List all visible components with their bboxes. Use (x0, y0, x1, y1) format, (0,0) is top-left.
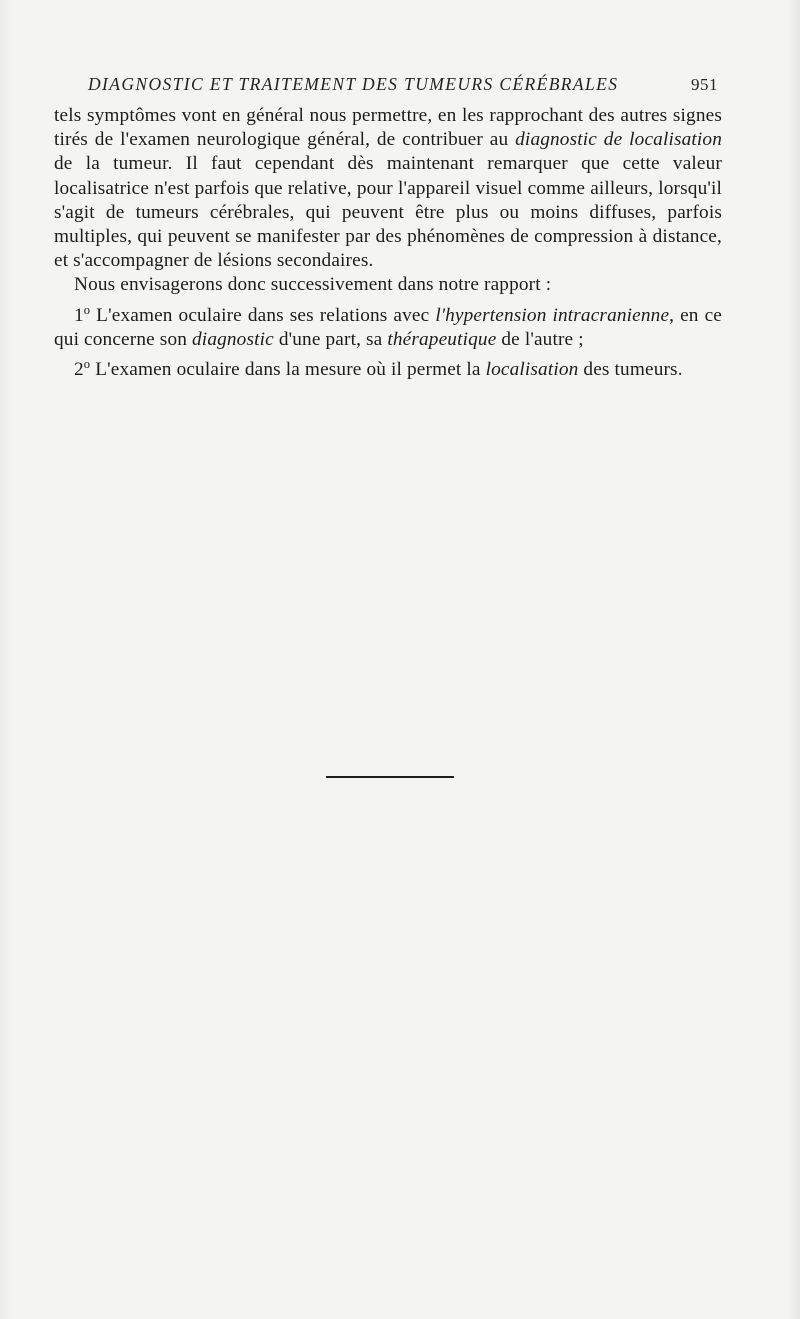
paragraph-text: tels symptômes vont en général nous permettre, en les rapprochant des autres signes tirés de l'examen neurologique général, de contribuer au (54, 105, 722, 151)
item-ordinal: o (83, 302, 91, 317)
paragraph-text: de la tumeur. Il faut cependant dès maintenant remarquer que cette valeur localisatrice n'est parfois que relative, pour l'appareil visuel comme ailleurs, lorsqu'il s'agit de tumeurs cérébrales, qui peuvent être plus ou moins diffuses, parfois multiples, qui peuvent se manifester par des phénomènes de compression à distance, et s'accompagner de lésions secondaires. (54, 153, 722, 272)
item-text: des tumeurs. (578, 358, 683, 380)
item-text: d'une part, sa (273, 328, 388, 350)
item-text: L'examen oculaire dans ses relations avec (90, 304, 436, 326)
item-text: de l'autre ; (496, 328, 584, 350)
item-ordinal: o (83, 356, 91, 371)
emphasis-diagnostic-localisation: diagnostic de localisation (515, 129, 722, 151)
list-item-1 (54, 298, 722, 352)
paragraph-plan: Nous envisagerons donc successivement dans notre rapport : (74, 274, 552, 296)
emphasis-therapeutique: thérapeutique (387, 328, 497, 350)
emphasis-diagnostic: diagnostic (192, 328, 274, 350)
section-end-rule (326, 776, 454, 778)
list-item-2 (54, 352, 722, 382)
body-text (54, 104, 722, 382)
item-text: L'examen oculaire dans la mesure où il permet la (90, 358, 486, 380)
item-number: 2 (74, 358, 84, 380)
emphasis-hypertension: l'hypertension intracranienne (435, 304, 670, 326)
item-text: , en ce qui concerne son (54, 304, 722, 350)
emphasis-localisation: localisation (485, 358, 579, 380)
running-head (88, 74, 718, 95)
page-number: 951 (691, 75, 718, 94)
paragraph-intro (54, 104, 722, 273)
item-number: 1 (74, 304, 84, 326)
running-head-title: DIAGNOSTIC ET TRAITEMENT DES TUMEURS CÉRÉBRALES (88, 74, 619, 94)
page-left-shadow (0, 0, 10, 1319)
page-right-shadow (786, 0, 800, 1319)
